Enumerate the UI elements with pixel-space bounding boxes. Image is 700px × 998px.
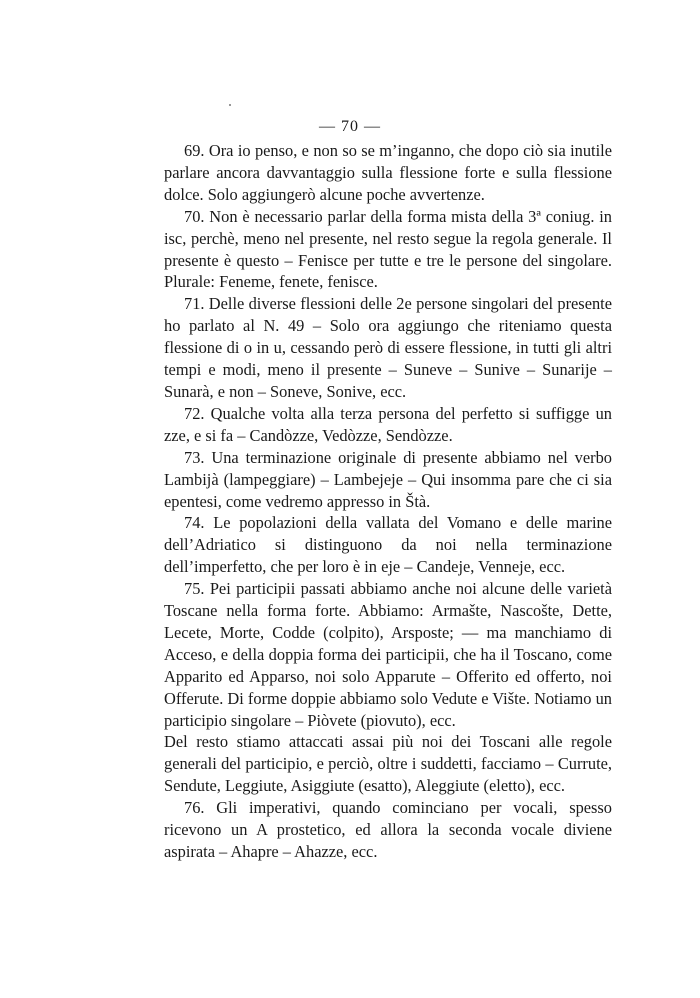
scan-speck (229, 104, 231, 106)
page-body (164, 140, 612, 863)
paragraph-69: 69. Ora io penso, e non so se m’inganno, che dopo ciò sia inutile parlare ancora davvantaggio sulla flessione forte e sulla flessione dolce. Solo aggiungerò alcune poche avvertenze. (164, 141, 612, 204)
paragraph-74: 74. Le popolazioni della vallata del Vomano e delle marine dell’Adriatico si distinguono da noi nella terminazione dell’imperfetto, che per loro è in eje – Candeje, Venneje, ecc. (164, 513, 612, 577)
paragraph-76: 76. Gli imperativi, quando cominciano per vocali, spesso ricevono un A prostetico, ed allora la seconda vocale diviene aspirata – Ahapre – Ahazze, ecc. (164, 798, 612, 861)
paragraph-70: 70. Non è necessario parlar della forma mista della 3ª coniug. in isc, perchè, meno nel presente, nel resto segue la regola generale. Il presente è questo – Fenisce per tutte e tre le persone del singolare. Plurale: Feneme, fenete, fenisce. (164, 206, 612, 292)
page-number: — 70 — (319, 118, 381, 135)
paragraph-75: 75. Pei participii passati abbiamo anche noi alcune delle varietà Toscane nella forma forte. Abbiamo: Armašte, Nascošte, Dette, Lecete, Morte, Codde (colpito), Arsposte; — ma manchiamo di Acceso, e della doppia forma dei participii, che ha il Toscano, come Apparito ed Apparso, noi solo Apparute – Offerito ed offerto, noi Offerute. Di forme doppie abbiamo solo Vedute e Vište. Notiamo un participio singolare – Piòvete (piovuto), ecc. (164, 579, 612, 730)
paragraph-73: 73. Una terminazione originale di presente abbiamo nel verbo Lambijà (lampeggiare) – Lambejeje – Qui insomma pare che ci sia epentesi, come vedremo appresso in Štà. (164, 447, 612, 511)
paragraph-71: 71. Delle diverse flessioni delle 2e persone singolari del presente ho parlato al N. 49 – Solo ora aggiungo che riteniamo questa flessione di o in u, cessando però di essere flessione, in tutti gli altri tempi e modi, meno il presente – Suneve – Sunive – Sunarije – Sunarà, e non – Soneve, Sonive, ecc. (164, 294, 612, 401)
paragraph-72: 72. Qualche volta alla terza persona del perfetto si suffigge un zze, e si fa – Candòzze, Vedòzze, Sendòzze. (164, 403, 612, 445)
paragraph-75-continued: Del resto stiamo attaccati assai più noi dei Toscani alle regole generali del participio, e perciò, oltre i suddetti, facciamo – Currute, Sendute, Leggiute, Asiggiute (esatto), Aleggiute (eletto), ecc. (164, 732, 612, 796)
